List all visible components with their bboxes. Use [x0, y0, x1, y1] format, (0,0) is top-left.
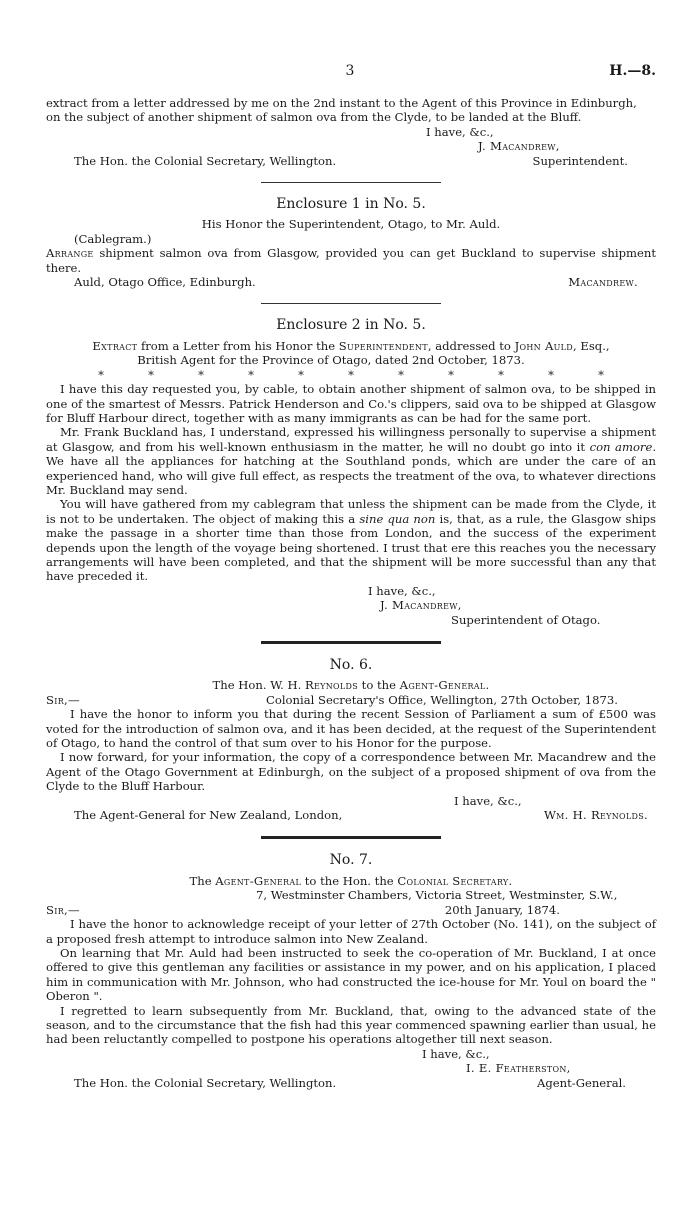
enclosure-1-title: Enclosure 1 in No. 5. [276, 196, 426, 213]
no-7-closing: I have, &c., [422, 1046, 490, 1061]
no-6-from-to-1: The Hon. W. H. [212, 678, 302, 693]
enclosure-2-signer: J. Macandrew, [380, 598, 462, 613]
intro-closing: I have, &c., [426, 124, 494, 139]
enclosure-2-heading-lead: Extract [92, 338, 138, 353]
letter-no-7 [46, 853, 656, 1090]
enclosure-1-body-text: shipment salmon ova from Glasgow, provided you can get Buckland to supervise shipment there. [46, 246, 657, 275]
no-7-salutation-line [46, 903, 656, 917]
no-6-from-to-2: to the [361, 678, 396, 693]
no-6-sign-line [46, 808, 656, 822]
no-7-from-to-sec: Colonial Secretary. [397, 873, 513, 888]
no-6-dateline: Colonial Secretary's Office, Wellington, 27th October, 1873. [265, 692, 618, 707]
intro-line-1: extract from a letter addressed by me on the 2nd instant to the Agent of this Province in Edinburgh, [46, 96, 637, 110]
no-7-para-3: I regretted to learn subsequently from Mr. Buckland, that, owing to the advanced state of the season, and to the circumstance that the fish had this year commenced spawning earlier than usual, he had been reluctantly compelled to postpone his operations altogether till next season. [46, 1003, 656, 1047]
enclosure-1 [46, 197, 656, 289]
no-7-signer: I. E. Featherston, [466, 1061, 571, 1076]
no-6-from-to-name: Reynolds [304, 678, 358, 693]
page-header [0, 64, 700, 84]
enclosure-2-signer-title: Superintendent of Otago. [451, 612, 601, 627]
enclosure-2-para-3 [46, 497, 656, 583]
no-7-from-to-1: The [189, 873, 212, 888]
star: * [598, 367, 604, 382]
enclosure-1-signer: Macandrew. [568, 275, 638, 290]
enclosure-2-para-2-b: . We have all the appliances for hatching at the Southland ponds, which are under the care of an experienced hand, who will give full effect, as respects the treatment of the ova, to whatever directions Mr. Buckland may send. [46, 439, 657, 497]
enclosure-2-heading [46, 339, 656, 353]
enclosure-2-para-3-b: is, that, as a rule, the Glasgow ships make the passage in a shorter time than those from London, and the success of the experiment depends upon the length of the voyage being shortened. I trust that ere this reaches you the necessary arrangements will have been completed, and that the shipment will be more successful than any that have preceded it. [46, 511, 656, 584]
enclosure-1-sign-line [46, 275, 656, 289]
star: * [148, 367, 154, 382]
no-6-title: No. 6. [329, 657, 373, 673]
no-6-salutation: Sir,— [46, 692, 80, 707]
enclosure-2-para-2 [46, 425, 656, 497]
enclosure-2-heading-3: , Esq., [573, 338, 610, 353]
enclosure-2-title: Enclosure 2 in No. 5. [276, 317, 426, 334]
star: * [498, 367, 504, 382]
no-6-from-to [46, 678, 656, 692]
report-reference: H.—8. [609, 63, 656, 79]
enclosure-2-heading-2: , addressed to [427, 338, 511, 353]
star: * [98, 367, 104, 382]
no-6-closing: I have, &c., [454, 793, 522, 808]
enclosure-2-heading-name: John Auld [514, 338, 573, 353]
enclosure-2-heading-1: from a Letter from his Honor the [140, 338, 336, 353]
enclosure-2-para-3-em: sine qua non [359, 511, 436, 526]
enclosure-1-body [46, 246, 656, 275]
no-7-from-to [46, 874, 656, 888]
enclosure-2 [46, 318, 656, 627]
enclosure-1-body-lead: Arrange [46, 246, 94, 261]
no-7-salutation: Sir,— [46, 902, 80, 917]
enclosure-2-closing: I have, &c., [368, 583, 436, 598]
intro-section [46, 96, 656, 168]
ellipsis-stars [46, 368, 656, 382]
no-7-title: No. 7. [329, 852, 373, 869]
star: * [398, 367, 404, 382]
no-6-addressee: The Agent-General for New Zealand, London, [74, 808, 343, 823]
no-7-sign-line [46, 1076, 656, 1090]
enclosure-2-para-2-a: Mr. Frank Buckland has, I understand, expressed his willingness personally to supervise a shipment at Glasgow, and from his well-known enthusiasm in the matter, he will no doubt go into it [46, 425, 656, 454]
star: * [198, 367, 204, 382]
no-6-from-to-agent: Agent-General. [399, 678, 490, 693]
intro-address-line [46, 154, 656, 168]
enclosure-2-heading-line-2: British Agent for the Province of Otago, dated 2nd October, 1873. [137, 353, 525, 368]
no-7-from-to-agent: Agent-General [215, 873, 302, 888]
no-7-address-line: 7, Westminster Chambers, Victoria Street, Westminster, S.W., [256, 888, 618, 903]
no-7-addressee: The Hon. the Colonial Secretary, Wellington. [74, 1075, 337, 1090]
page-content [46, 96, 656, 1090]
no-6-para-2: I now forward, for your information, the copy of a correspondence between Mr. Macandrew and the Agent of the Otago Government at Edinburgh, on the subject of a proposed shipment of ova from the Clyde to the Bluff Harbour. [46, 750, 656, 794]
enclosure-2-heading-sup: Superintendent [338, 338, 428, 353]
no-6-para-1: I have the honor to inform you that during the recent Session of Parliament a sum of £500 was voted for the introduction of salmon ova, and it has been decided, at the request of the Superintendent of Otago, to hand the control of that sum over to his Honor for the purpose. [46, 707, 656, 751]
enclosure-1-type: (Cablegram.) [74, 231, 152, 246]
no-7-para-1: I have the honor to acknowledge receipt of your letter of 27th October (No. 141), on the subject of a proposed fresh attempt to introduce salmon into New Zealand. [46, 917, 656, 946]
divider-1 [261, 182, 441, 183]
intro-line-2: on the subject of another shipment of salmon ova from the Clyde, to be landed at the Bluff. [46, 110, 582, 125]
enclosure-2-para-2-em: con amore [589, 439, 653, 454]
intro-signer-title: Superintendent. [532, 153, 628, 168]
enclosure-2-para-3-a: You will have gathered from my cablegram that unless the shipment can be made from the Clyde, it is not to be undertaken. The object of making this a [46, 497, 656, 526]
letter-no-6 [46, 658, 656, 822]
divider-3 [261, 641, 441, 644]
no-7-from-to-2: to the Hon. the [304, 873, 394, 888]
star: * [348, 367, 354, 382]
no-7-para-2: On learning that Mr. Auld had been instructed to seek the co-operation of Mr. Buckland, I at once offered to give this gentleman any facilities or assistance in my power, and on his application, I placed him in communication with Mr. Johnson, who had constructed the ice-house for Mr. Youl on board the " Oberon ". [46, 945, 656, 1004]
no-6-signer: Wm. H. Reynolds. [543, 808, 648, 823]
no-7-signer-title: Agent-General. [537, 1075, 626, 1090]
star: * [298, 367, 304, 382]
divider-2 [261, 303, 441, 304]
star: * [548, 367, 554, 382]
divider-4 [261, 836, 441, 839]
intro-addressee: The Hon. the Colonial Secretary, Wellington. [74, 153, 337, 168]
enclosure-2-para-1: I have this day requested you, by cable, to obtain another shipment of salmon ova, to be shipped in one of the smartest of Messrs. Patrick Henderson and Co.'s clippers, said ova to be shipped at Glasgow for Bluff Harbour direct, together with as many immigrants as can be had for the same port. [46, 382, 656, 425]
star: * [448, 367, 454, 382]
enclosure-1-address: Auld, Otago Office, Edinburgh. [74, 275, 256, 290]
no-7-date: 20th January, 1874. [444, 902, 560, 917]
page-number: 3 [345, 63, 355, 79]
no-6-salutation-line [46, 693, 656, 707]
intro-signer: J. Macandrew, [478, 139, 560, 154]
enclosure-1-from-to: His Honor the Superintendent, Otago, to Mr. Auld. [201, 217, 501, 232]
star: * [248, 367, 254, 382]
